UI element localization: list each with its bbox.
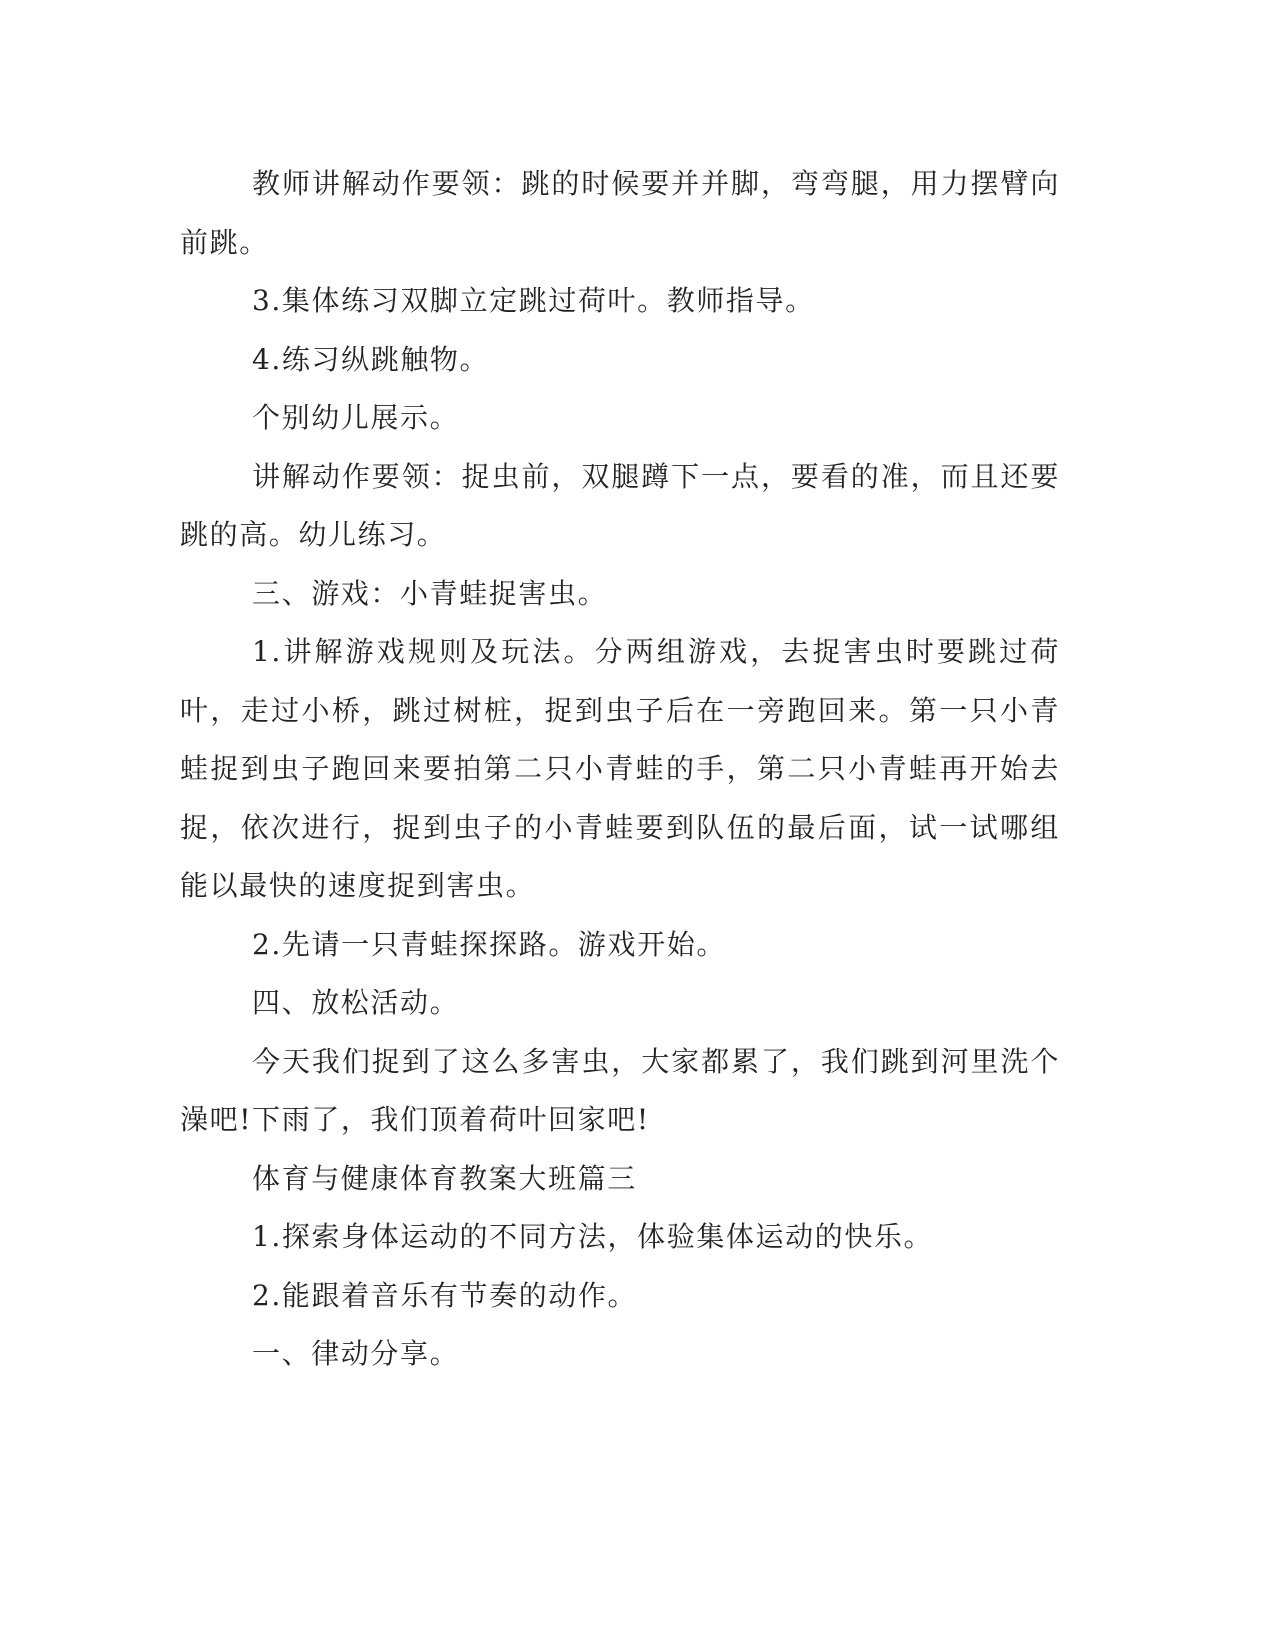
paragraph-game-rules: 1.讲解游戏规则及玩法。分两组游戏，去捉害虫时要跳过荷叶，走过小桥，跳过树桩，捉到虫子后在一旁跑回来。第一只小青蛙捉到虫子跑回来要拍第二只小青蛙的手，第二只小青蛙再开始去捉，依次进行，捉到虫子的小青蛙要到队伍的最后面，试一试哪组能以最快的速度捉到害虫。 — [180, 635, 1060, 902]
heading-relax-section: 四、放松活动。 — [252, 986, 460, 1019]
heading-lesson-three: 体育与健康体育教案大班篇三 — [252, 1161, 637, 1195]
paragraph-game-start: 2.先请一只青蛙探探路。游戏开始。 — [252, 927, 726, 961]
paragraph-teacher-explains-jump: 教师讲解动作要领：跳的时候要并并脚，弯弯腿，用力摆臂向前跳。 — [180, 167, 1060, 259]
paragraph-individual-demo: 个别幼儿展示。 — [252, 401, 460, 434]
paragraph-catch-bug-technique: 讲解动作要领：捉虫前，双腿蹲下一点，要看的准，而且还要跳的高。幼儿练习。 — [180, 459, 1060, 551]
paragraph-group-practice: 3.集体练习双脚立定跳过荷叶。教师指导。 — [252, 284, 815, 317]
paragraph-vertical-jump: 4.练习纵跳触物。 — [252, 342, 490, 376]
paragraph-relax-activity: 今天我们捉到了这么多害虫，大家都累了，我们跳到河里洗个澡吧!下雨了，我们顶着荷叶回家吧! — [180, 1044, 1060, 1136]
heading-game-section: 三、游戏：小青蛙捉害虫。 — [252, 576, 608, 610]
document-body — [180, 155, 1060, 1384]
paragraph-goal-one: 1.探索身体运动的不同方法，体验集体运动的快乐。 — [252, 1220, 934, 1253]
heading-rhythm-section: 一、律动分享。 — [252, 1337, 460, 1370]
paragraph-goal-two: 2.能跟着音乐有节奏的动作。 — [252, 1278, 638, 1312]
